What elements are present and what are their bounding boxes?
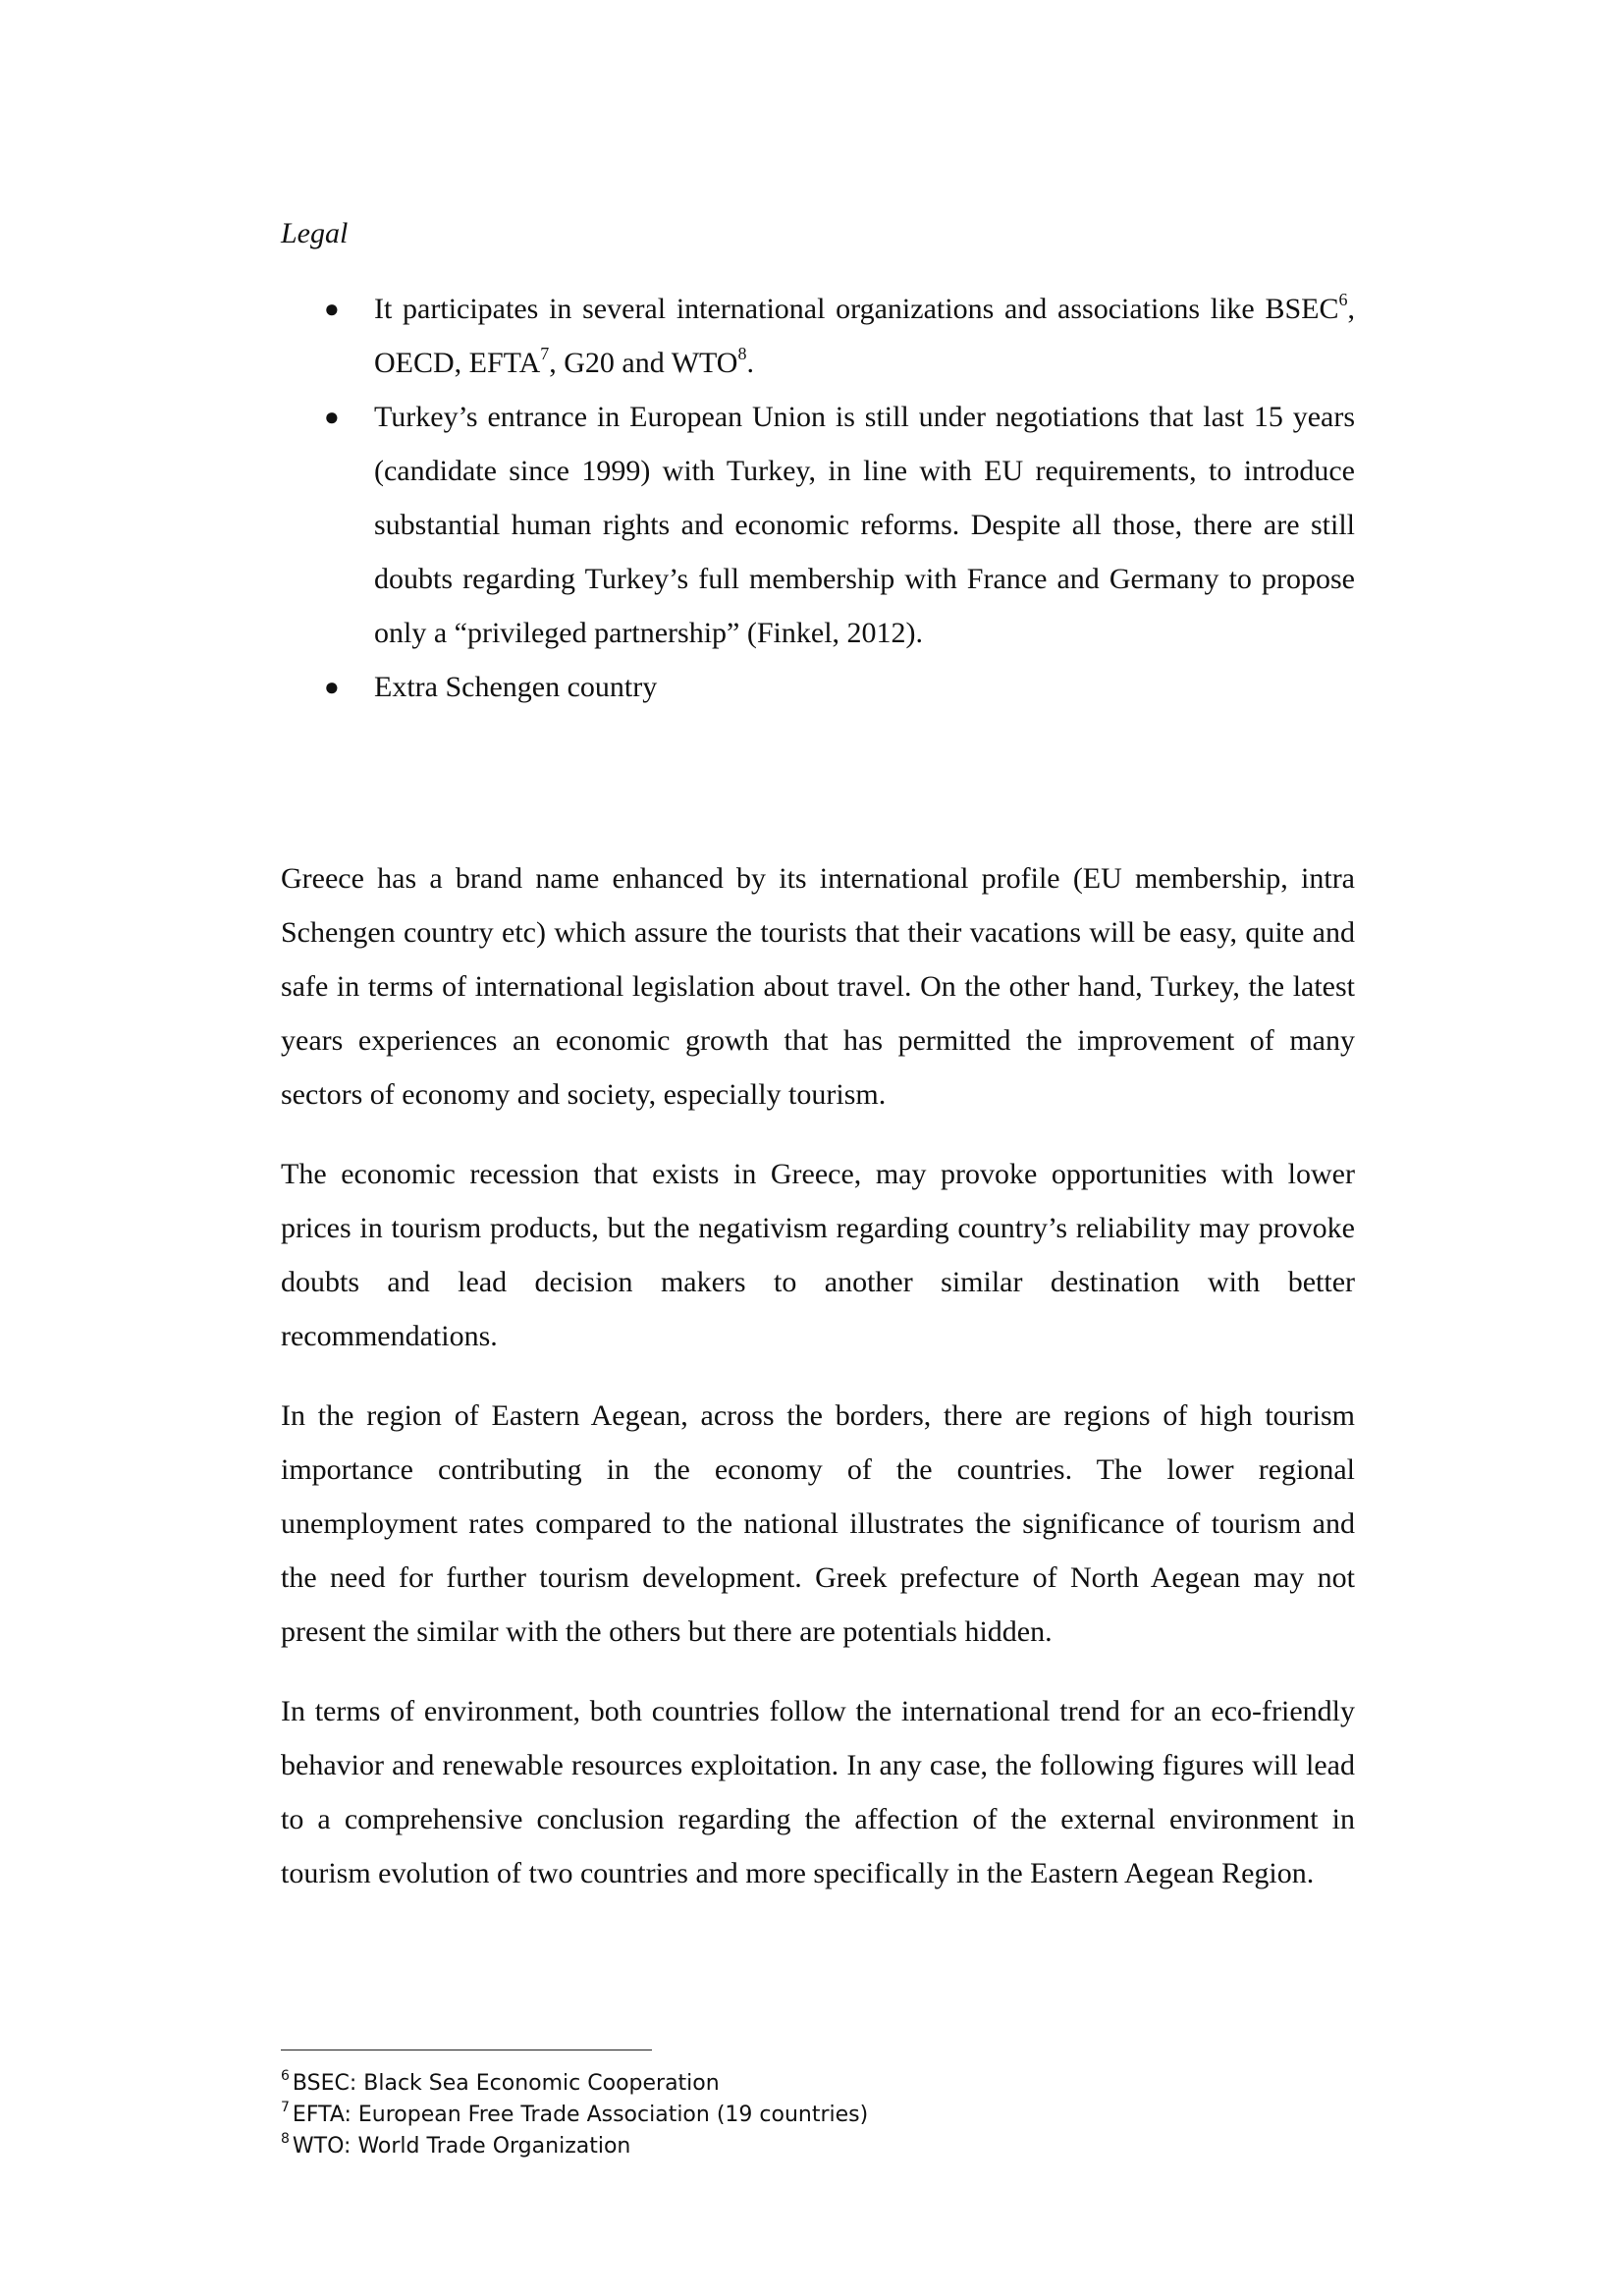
bullet-text: It participates in several international organizations and associations like BSEC <box>374 293 1339 325</box>
footnote-ref: 6 <box>1338 290 1348 309</box>
body-paragraph: In the region of Eastern Aegean, across the borders, there are regions of high tourism importance contributing in the economy of the countries. The lower regional unemployment rates compared to the national illustrates the significance of tourism and the need for further tourism development. Greek prefecture of North Aegean may not present the similar with the others but there are potentials hidden. <box>281 1399 1355 1648</box>
body-paragraph: Greece has a brand name enhanced by its international profile (EU membership, intra Schengen country etc) which assure the tourists that their vacations will be easy, quite and safe in terms of international legislation about travel. On the other hand, Turkey, the latest years experiences an economic growth that has permitted the improvement of many sectors of economy and society, especially tourism. <box>281 862 1355 1111</box>
page-content <box>281 206 1355 1926</box>
footnote-number: 6 <box>281 2068 290 2084</box>
bullet-item <box>281 282 1355 390</box>
footnote-number: 7 <box>281 2100 290 2115</box>
footnote-text: BSEC: Black Sea Economic Cooperation <box>292 2071 720 2096</box>
bullet-icon: ● <box>324 673 340 701</box>
bullet-list <box>281 282 1355 714</box>
footnote-text: EFTA: European Free Trade Association (19 countries) <box>292 2103 869 2127</box>
bullet-item <box>281 660 1355 714</box>
body-paragraph: In terms of environment, both countries follow the international trend for an eco-friendly behavior and renewable resources exploitation. In any case, the following figures will lead to a comprehensive conclusion regarding the affection of the external environment in tourism evolution of two countries and more specifically in the Eastern Aegean Region. <box>281 1695 1355 1889</box>
bullet-text: , G20 and WTO <box>549 347 738 379</box>
bullet-icon: ● <box>324 403 340 431</box>
footnote-ref: 8 <box>737 344 747 363</box>
bullet-text: Turkey’s entrance in European Union is still under negotiations that last 15 years (candidate since 1999) with Turkey, in line with EU requirements, to introduce substantial human rights and economic reforms. Despite all those, there are still doubts regarding Turkey’s full membership with France and Germany to propose only a “privileged partnership” (Finkel, 2012). <box>374 401 1355 649</box>
body-paragraph: The economic recession that exists in Greece, may provoke opportunities with lower prices in tourism products, but the negativism regarding country’s reliability may provoke doubts and lead decision makers to another similar destination with better recommendations. <box>281 1158 1355 1352</box>
footnotes <box>281 2050 870 2162</box>
bullet-text: Extra Schengen country <box>374 671 658 703</box>
bullet-icon: ● <box>324 295 340 323</box>
footnote <box>281 2100 870 2131</box>
section-heading: Legal <box>281 217 349 249</box>
footnote <box>281 2131 870 2162</box>
footnote-number: 8 <box>281 2131 290 2147</box>
bullet-item <box>281 390 1355 660</box>
bullet-text: . <box>746 347 754 379</box>
footnote-ref: 7 <box>540 344 550 363</box>
footnote-text: WTO: World Trade Organization <box>292 2134 631 2159</box>
bullet-text: , OECD, EFTA <box>374 293 1355 379</box>
footnote <box>281 2068 870 2100</box>
